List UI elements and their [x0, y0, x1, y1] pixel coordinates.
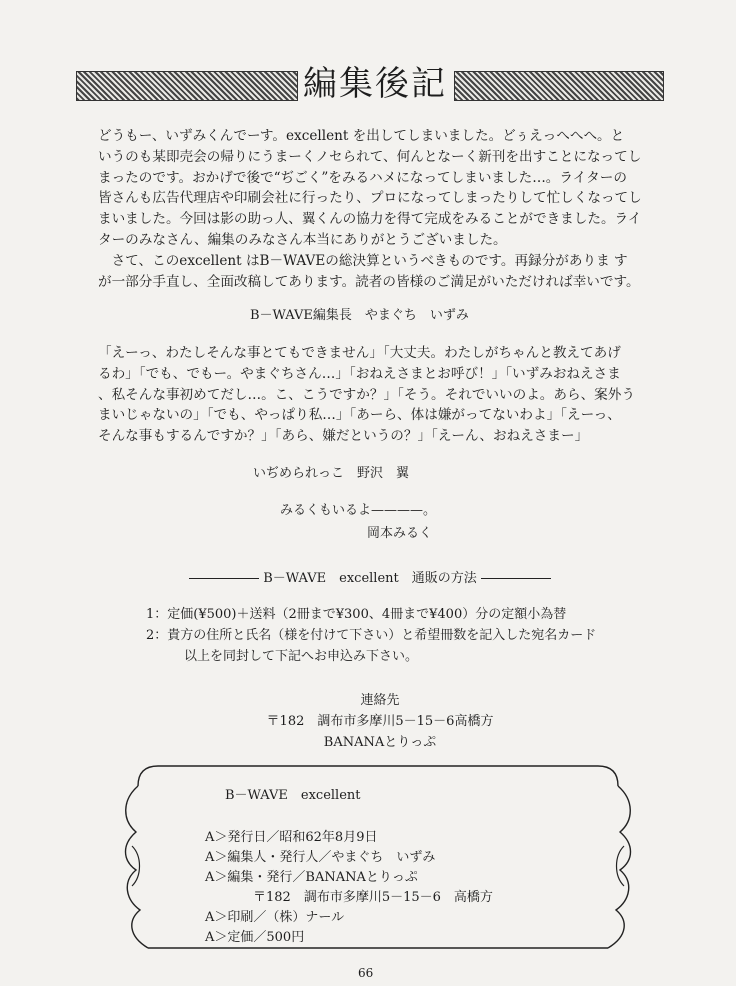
page-title: 編集後記	[300, 64, 450, 104]
dialogue-paragraph	[98, 343, 658, 447]
contact-address: 〒182 調布市多摩川5－15－6高橋方	[266, 714, 494, 729]
editorial-signature: B－WAVE編集長 やまぐち いずみ	[250, 308, 469, 323]
editorial-line: ターのみなさん、編集のみなさん本当にありがとうございました。	[98, 231, 507, 248]
editorial-line: どうもー、いずみくんでーす。excellent を出してしまいました。どぅえっへへへ。と	[98, 128, 625, 144]
order-item: 以上を同封して下記へお申込み下さい。	[158, 649, 419, 664]
colophon-item: 〒182 調布市多摩川5－15－6 高橋方	[227, 890, 493, 905]
contact-name: BANANAとりっぷ	[323, 735, 437, 750]
page-number: 66	[358, 966, 374, 980]
heading-rule-left	[189, 578, 259, 579]
colophon-item: A＞編集人・発行人／やまぐち いずみ	[205, 850, 436, 865]
contact-block	[240, 690, 520, 753]
note-signature: 岡本みるく	[367, 526, 433, 541]
editorial-line: 皆さんも広告代理店や印刷会社に行ったり、プロになってしまったりして忙しくなってし	[98, 190, 642, 207]
editorial-line: まったのです。おかげで後で“ぢごく”をみるハメになってしまいました…。ライターの	[98, 169, 627, 186]
header-hatch-left	[76, 71, 298, 101]
editorial-line: いうのも某即売会の帰りにうまーくノセられて、何んとなーく新刊を出すことになってし	[98, 148, 642, 165]
colophon-item: A＞定価／500円	[205, 930, 305, 945]
editorial-line: まいました。今回は影の助っ人、翼くんの協力を得て完成をみることができました。ライ	[98, 211, 642, 228]
editorial-line: が一部分手直し、全面改稿してあります。読者の皆様のご満足がいただければ幸いです。	[98, 273, 640, 290]
dialogue-line: そんな事もするんですか？」「あら、嫌だというの？」「えーん、おねえさまー」	[98, 428, 589, 445]
dialogue-signature: いぢめられっこ 野沢 翼	[253, 466, 410, 481]
colophon-item: A＞印刷／（株）ナール	[205, 910, 345, 925]
heading-rule-right	[481, 578, 551, 579]
colophon	[205, 786, 493, 948]
order-heading	[160, 567, 580, 586]
order-item: 1：定価(¥500)＋送料（2冊まで¥300、4冊まで¥400）分の定額小為替	[146, 607, 567, 622]
note-line: みるくもいるよ————。	[280, 503, 437, 518]
colophon-item: A＞編集・発行／BANANAとりっぷ	[205, 870, 418, 885]
order-heading-text: B－WAVE excellent 通販の方法	[263, 571, 477, 586]
dialogue-line: 、私そんな事初めてだし…。こ、こうですか？」「そう。それでいいのよ。あら、案外う	[98, 386, 635, 403]
dialogue-line: 「えーっ、わたしそんな事とてもできません」「大丈夫。わたしがちゃんと教えてあげ	[98, 345, 621, 361]
colophon-title: B－WAVE excellent	[225, 788, 361, 803]
dialogue-line: まいじゃないの」「でも、やっぱり私…」「あーら、体は嫌がってないわよ」「えーっ、	[98, 407, 621, 424]
order-list	[146, 604, 596, 667]
editorial-line: さて、このexcellent はB－WAVEの総決算というべきものです。再録分がありま す	[98, 252, 628, 269]
colophon-item: A＞発行日／昭和62年8月9日	[205, 830, 378, 845]
editorial-paragraph	[98, 126, 658, 292]
contact-label: 連絡先	[360, 693, 400, 708]
dialogue-line: るわ」「でも、でもー。やまぐちさん…」「おねえさまとお呼び！」「いずみおねえさま	[98, 365, 621, 382]
order-item: 2：貴方の住所と氏名（様を付けて下さい）と希望冊数を記入した宛名カード	[146, 628, 597, 643]
header-hatch-right	[454, 71, 664, 101]
